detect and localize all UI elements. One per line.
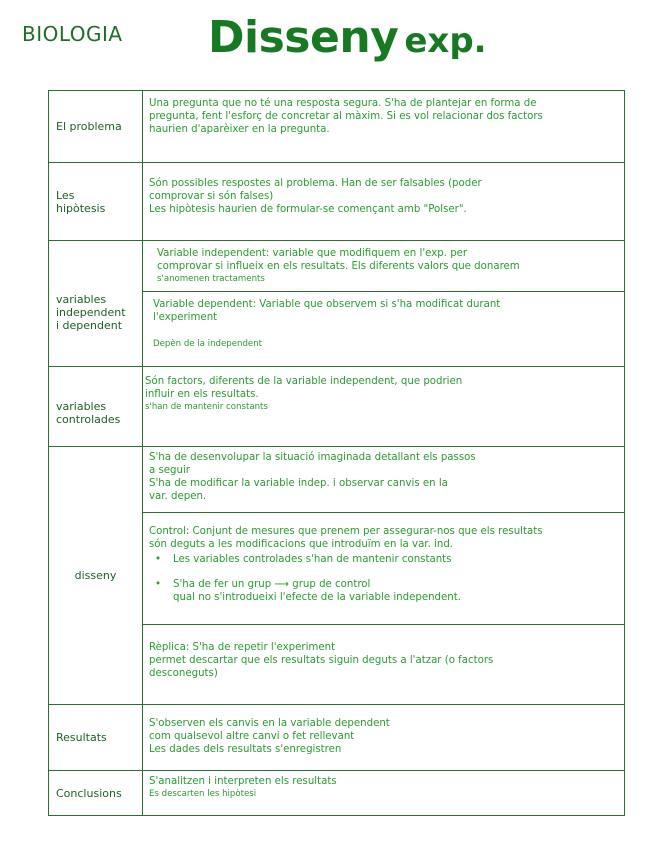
- text-line: S'ha de modificar la variable indep. i observar canvis en la: [149, 478, 448, 489]
- row-controlades: [49, 367, 624, 447]
- bullet-text: Les variables controlades s'han de mantenir constants: [173, 554, 452, 565]
- text-line: haurien d'aparèixer en la pregunta.: [149, 124, 330, 135]
- bullet-continuation: qual no s'introdueixi l'efecte de la variable independent.: [173, 592, 461, 603]
- text-line: influir en els resultats.: [145, 389, 259, 400]
- label-resultats: Resultats: [49, 705, 143, 770]
- text-line: Són possibles respostes al problema. Han de ser falsables (poder: [149, 178, 482, 189]
- label-line: variables: [56, 293, 107, 306]
- label-line: variables: [56, 399, 107, 413]
- content-controlades: [143, 367, 624, 446]
- text-line: Es descarten les hipòtesi: [149, 789, 257, 799]
- sub-replica: [143, 625, 624, 705]
- row-resultats: [49, 705, 624, 771]
- row-problema: [49, 91, 624, 163]
- bullet-text: S'ha de fer un grup ⟶ grup de control: [173, 579, 371, 590]
- bullet-item: [155, 578, 618, 591]
- text-line: Rèplica: S'ha de repetir l'experiment: [149, 642, 336, 653]
- text-note: s'han de mantenir constants: [145, 402, 268, 412]
- content-hipotesis: [143, 163, 624, 240]
- bullet-icon: •: [155, 579, 162, 590]
- label-line: i dependent: [56, 319, 123, 332]
- sub-control: [143, 513, 624, 625]
- text-line: Una pregunta que no té una resposta segura. S'ha de plantejar en forma de: [149, 98, 537, 109]
- label-conclusions: Conclusions: [49, 771, 143, 815]
- text-line: Variable independent: variable que modifiquem en l'exp. per: [157, 248, 468, 259]
- text-line: Variable dependent: Variable que observem si s'ha modificat durant: [153, 299, 501, 310]
- title-suffix: exp.: [404, 21, 487, 61]
- text-line: S'observen els canvis en la variable dependent: [149, 718, 390, 729]
- label-hipotesis: [49, 163, 143, 240]
- design-table: [48, 90, 625, 816]
- label-line: hipòtesis: [56, 201, 106, 215]
- text-line: pregunta, fent l'esforç de concretar al màxim. Si es vol relacionar dos factors: [149, 111, 543, 122]
- label-line: independent: [56, 306, 126, 319]
- row-variables: [49, 241, 624, 367]
- sub-procediment: [143, 447, 624, 513]
- bullet-icon: •: [155, 554, 162, 565]
- sub-independent: [143, 241, 624, 292]
- content-disseny: [143, 447, 624, 704]
- label-line: Les: [56, 188, 75, 202]
- label-controlades: [49, 367, 143, 446]
- label-line: controlades: [56, 412, 121, 426]
- content-resultats: [143, 705, 624, 770]
- text-note: Depèn de la independent: [153, 339, 263, 349]
- page-title: [208, 12, 487, 63]
- text-line: desconeguts): [149, 668, 218, 679]
- text-line: Les hipòtesis haurien de formular-se començant amb "Polser".: [149, 204, 467, 215]
- text-line: S'ha de desenvolupar la situació imaginada detallant els passos: [149, 452, 476, 463]
- text-line: var. depen.: [149, 491, 207, 502]
- text-line: són deguts a les modificacions que introduïm en la var. ind.: [149, 539, 454, 550]
- text-line: Són factors, diferents de la variable independent, que podrien: [145, 376, 463, 387]
- title-main: Disseny: [208, 12, 399, 63]
- text-line: permet descartar que els resultats siguin deguts a l'atzar (o factors: [149, 655, 494, 666]
- text-line: l'experiment: [153, 312, 218, 323]
- label-problema: El problema: [49, 91, 143, 162]
- label-variables: [49, 241, 143, 366]
- text-note: s'anomenen tractaments: [157, 274, 265, 284]
- content-conclusions: [143, 771, 624, 815]
- row-hipotesis: [49, 163, 624, 241]
- row-disseny: [49, 447, 624, 705]
- text-line: S'analitzen i interpreten els resultats: [149, 776, 337, 787]
- row-conclusions: [49, 771, 624, 815]
- content-variables: [143, 241, 624, 366]
- text-line: comprovar si influeix en els resultats. Els diferents valors que donarem: [157, 261, 520, 272]
- text-line: Les dades dels resultats s'enregistren: [149, 744, 342, 755]
- content-problema: [143, 91, 624, 162]
- subject-label: BIOLOGIA: [22, 22, 123, 46]
- text-line: comprovar si són falses): [149, 191, 274, 202]
- text-line: a seguir: [149, 465, 190, 476]
- text-line: com qualsevol altre canvi o fet rellevant: [149, 731, 355, 742]
- text-line: Control: Conjunt de mesures que prenem per assegurar-nos que els resultats: [149, 526, 543, 537]
- bullet-item: [155, 553, 618, 566]
- label-disseny: disseny: [49, 447, 143, 704]
- sub-dependent: [143, 292, 624, 367]
